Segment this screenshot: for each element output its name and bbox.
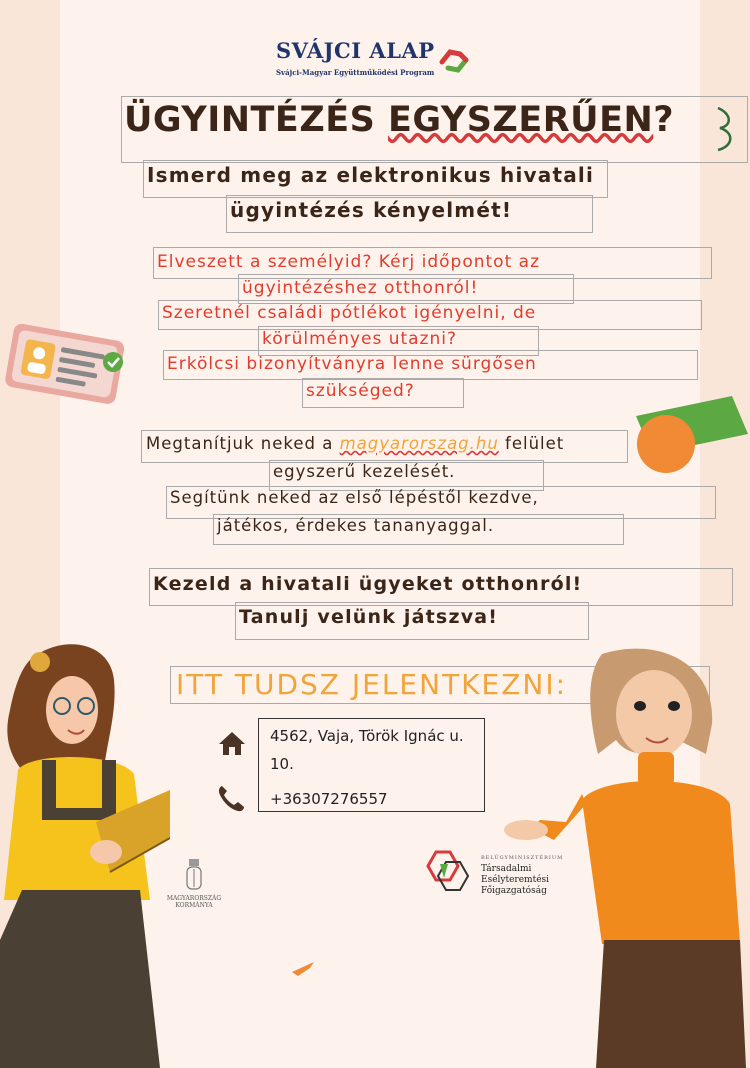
ministry-logo-icon <box>420 848 476 896</box>
squiggle-decoration-icon <box>708 104 744 154</box>
ministry-name: Társadalmi Esélyteremtési Főigazgatóság <box>481 864 550 896</box>
address-line-2: 10. <box>270 755 294 773</box>
swiss-fund-logo-icon <box>436 42 472 76</box>
sparkle-decoration-icon <box>290 958 316 978</box>
question-line-2: ügyintézéshez otthonról! <box>242 278 479 298</box>
address-line-1: 4562, Vaja, Török Ignác u. <box>270 727 464 745</box>
teach-line-2: egyszerű kezelését. <box>273 462 456 481</box>
logo-title: SVÁJCI ALAP <box>276 38 435 63</box>
question-line-3: Szeretnél családi pótlékot igényelni, de <box>162 303 537 323</box>
question-line-6: szükséged? <box>306 381 415 401</box>
gov-label: MAGYARORSZÁG KORMÁNYA <box>166 895 222 909</box>
home-icon <box>217 730 247 756</box>
phone-icon <box>216 783 246 813</box>
coat-of-arms-icon <box>184 855 204 895</box>
id-card-icon <box>0 318 130 418</box>
phone-number: +36307276557 <box>270 790 388 808</box>
shapes-decoration-icon <box>636 396 750 478</box>
teach-line-1: Megtanítjuk neked a magyarorszag.hu felület <box>146 434 565 453</box>
signup-heading: ITT TUDSZ JELENTKEZNI: <box>176 668 568 701</box>
question-line-4: körülményes utazni? <box>262 329 458 349</box>
teach-line-4: játékos, érdekes tananyaggal. <box>217 516 495 535</box>
logo-subtitle: Svájci-Magyar Együttműködési Program <box>276 68 435 77</box>
ministry-small-label: BELÜGYMINISZTÉRIUM <box>481 855 564 861</box>
intro-line-2: ügyintézés kényelmét! <box>230 198 513 222</box>
question-line-5: Erkölcsi bizonyítványra lenne sürgősen <box>167 354 537 374</box>
cta-line-1: Kezeld a hivatali ügyeket otthonról! <box>153 573 583 595</box>
question-line-1: Elveszett a személyid? Kérj időpontot az <box>157 252 540 272</box>
magyarorszag-link[interactable]: magyarorszag.hu <box>339 434 499 453</box>
girl-with-book-illustration <box>0 640 170 1068</box>
page-title: ÜGYINTÉZÉS EGYSZERŰEN? <box>124 100 675 140</box>
cta-line-2: Tanulj velünk játszva! <box>239 606 499 628</box>
woman-orange-sweater-illustration <box>490 644 750 1068</box>
intro-line-1: Ismerd meg az elektronikus hivatali <box>147 163 595 187</box>
teach-line-3: Segítünk neked az első lépéstől kezdve, <box>170 488 539 507</box>
